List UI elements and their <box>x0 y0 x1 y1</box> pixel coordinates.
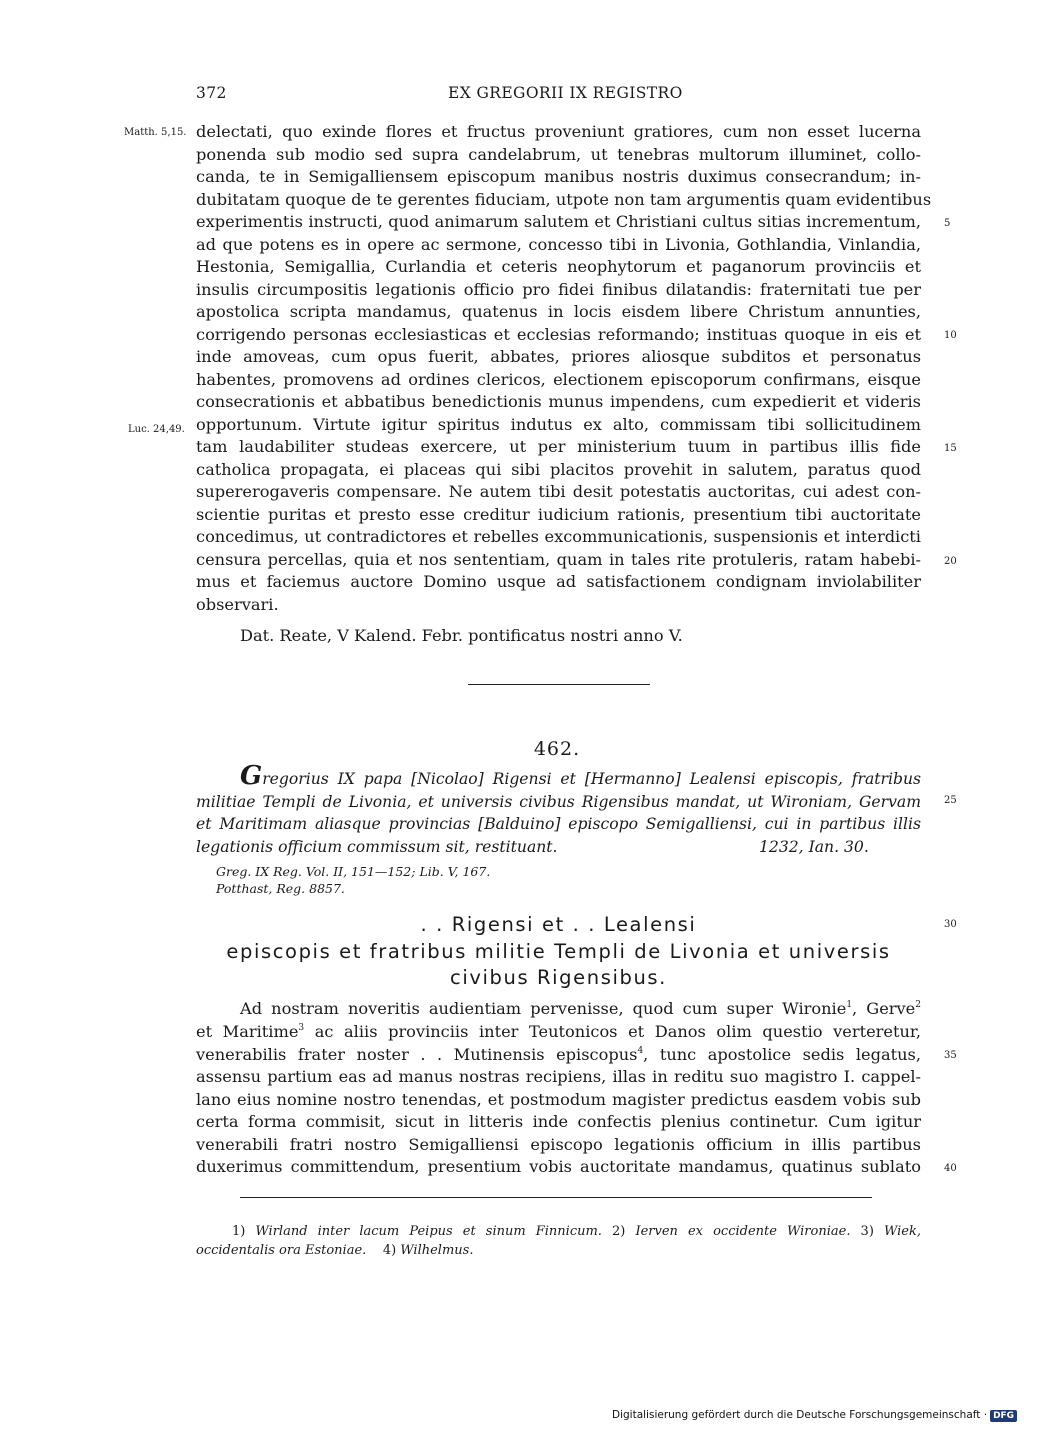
text-line: et Maritime$^3$ ac aliis provinciis inter Teutonicos et Danos olim questio verteretur, <box>196 1022 922 1041</box>
footnote-mark: 3 <box>298 1023 305 1033</box>
regest-line: Gregorius IX papa [Nicolao] Rigensi et [Hermanno] Lealensi episcopis, fratribus <box>240 761 921 791</box>
text-line: certa forma commisit, sicut in litteris inde confectis plenius continetur. Cum igitur <box>196 1112 921 1131</box>
regest-line: et Maritimam aliasque provincias [Balduino] episcopo Semigalliensi, cui in partibus illis <box>196 815 921 833</box>
regest-line: legationis officium commissum sit, restituant. 1232, Ian. 30. <box>196 836 921 859</box>
footnote-line: occidentalis ora Estoniae. 4) Wilhelmus. <box>196 1243 474 1258</box>
address-line: episcopis et fratribus militie Templi de Livonia et universis <box>226 940 891 963</box>
line-number: 20 <box>944 556 957 567</box>
text-line: consecrationis et abbatibus benedictionis munus impendens, cum expedierit et videris <box>196 392 921 411</box>
line-number: 35 <box>944 1050 957 1061</box>
text-line: insulis circumpositis legationis officio pro fidei finibus dilatandis: fraternitati tue per <box>196 280 921 299</box>
text-line: apostolica scripta mandamus, quatenus in locis eisdem libere Christum annunties, <box>196 302 921 321</box>
text-line: inde amoveas, cum opus fuerit, abbates, priores aliosque subditos et personatus <box>196 347 921 366</box>
text-line: mus et faciemus auctore Domino usque ad satisfactionem condignam inviolabiliter <box>196 572 921 591</box>
document-number: 462. <box>533 738 581 760</box>
text-line: venerabilis frater noster . . Mutinensis episcopus$^4$, tunc apostolice sedis legatus, <box>196 1045 921 1064</box>
margin-note-luc: Luc. 24,49. <box>128 424 185 435</box>
page-number: 372 <box>196 84 227 102</box>
dating-clause: Dat. Reate, V Kalend. Febr. pontificatus nostri anno V. <box>240 626 683 645</box>
line-number: 10 <box>944 330 957 341</box>
text-line: tam laudabiliter studeas exercere, ut per ministerium tuum in partibus illis fide <box>196 437 921 456</box>
text-line: corrigendo personas ecclesiasticas et ecclesias reformando; instituas quoque in eis et <box>196 325 921 344</box>
footnote-divider <box>240 1197 872 1198</box>
text-line: lano eius nomine nostro tenendas, et postmodum magister predictus easdem vobis sub <box>196 1090 921 1109</box>
text-line: experimentis instructi, quod animarum salutem et Christiani cultus sitias incrementum, <box>196 212 921 231</box>
text-line: duxerimus committendum, presentium vobis auctoritate mandamus, quatinus sublato <box>196 1157 921 1176</box>
text-line: catholica propagata, ei placeas qui sibi placitos provehit in salutem, paratus quod <box>196 460 921 479</box>
section-divider <box>468 684 650 685</box>
text-line: habentes, promovens ad ordines clericos, electionem episcoporum confirmans, eisque <box>196 370 921 389</box>
text-line: censura percellas, quia et nos sententiam, quam in tales rite protuleris, ratam habebi- <box>196 550 921 569</box>
text-line: supererogaveris compensare. Ne autem tibi desit potestatis auctoritas, cui adest con- <box>196 482 921 501</box>
line-number: 30 <box>944 919 957 930</box>
text-line: concedimus, ut contradictores et rebelles excommunicationis, suspensionis et interdicti <box>196 527 921 546</box>
regest-date: 1232, Ian. 30. <box>759 838 869 856</box>
line-number: 25 <box>944 795 957 806</box>
dfg-logo: DFG <box>990 1410 1017 1422</box>
footnote-line: 1) Wirland inter lacum Peipus et sinum Finnicum. 2) Ierven ex occidente Wironiae. 3) Wiek, <box>232 1224 921 1239</box>
digitization-credit: Digitalisierung gefördert durch die Deutsche Forschungsgemeinschaft · DFG <box>612 1409 1017 1422</box>
text-line: observari. <box>196 595 279 614</box>
text-line: ad que potens es in opere ac sermone, concesso tibi in Livonia, Gothlandia, Vinlandia, <box>196 235 921 254</box>
text-line: ponenda sub modio sed supra candelabrum, ut tenebras multorum illuminet, collo- <box>196 145 921 164</box>
line-number: 40 <box>944 1163 957 1174</box>
text-line: Hestonia, Semigallia, Curlandia et ceteris neophytorum et paganorum provinciis et <box>196 257 921 276</box>
text-line: delectati, quo exinde flores et fructus proveniunt gratiores, cum non esset lucerna <box>196 122 921 141</box>
initial-letter: G <box>240 761 263 791</box>
text-line: assensu partium eas ad manus nostras recipiens, illas in reditu suo magistro I. cappel- <box>196 1067 921 1086</box>
text-line: Ad nostram noveritis audientiam pervenisse, quod cum super Wironie$^1$, Gerve$^2$ <box>240 999 921 1018</box>
line-number: 15 <box>944 443 957 454</box>
text-line: dubitatam quoque de te gerentes fiduciam, utpote non tam argumentis quam evidentibus <box>196 190 932 209</box>
footnote-mark: 2 <box>915 1000 921 1010</box>
line-number: 5 <box>944 218 951 229</box>
source-reference: Potthast, Reg. 8857. <box>216 881 345 896</box>
text-line: canda, te in Semigalliensem episcopum manibus nostris duximus consecrandum; in- <box>196 167 921 186</box>
address-line: . . Rigensi et . . Lealensi <box>420 913 697 936</box>
margin-note-matth: Matth. 5,15. <box>124 127 187 138</box>
regest-line: militiae Templi de Livonia, et universis civibus Rigensibus mandat, ut Wironiam, Gervam <box>196 793 921 811</box>
running-title: EX GREGORII IX REGISTRO <box>448 84 683 102</box>
text-line: venerabili fratri nostro Semigalliensi episcopo legationis officium in illis partibus <box>196 1135 921 1154</box>
footnote-mark: 1 <box>846 1000 853 1010</box>
source-reference: Greg. IX Reg. Vol. II, 151—152; Lib. V, 167. <box>216 864 491 879</box>
footnote-mark: 4 <box>637 1046 644 1056</box>
text-line: opportunum. Virtute igitur spiritus indutus ex alto, commissam tibi sollicitudinem <box>196 415 921 434</box>
address-line: civibus Rigensibus. <box>450 966 667 989</box>
text-line: scientie puritas et presto esse creditur iudicium rationis, presentium tibi auctoritate <box>196 505 921 524</box>
